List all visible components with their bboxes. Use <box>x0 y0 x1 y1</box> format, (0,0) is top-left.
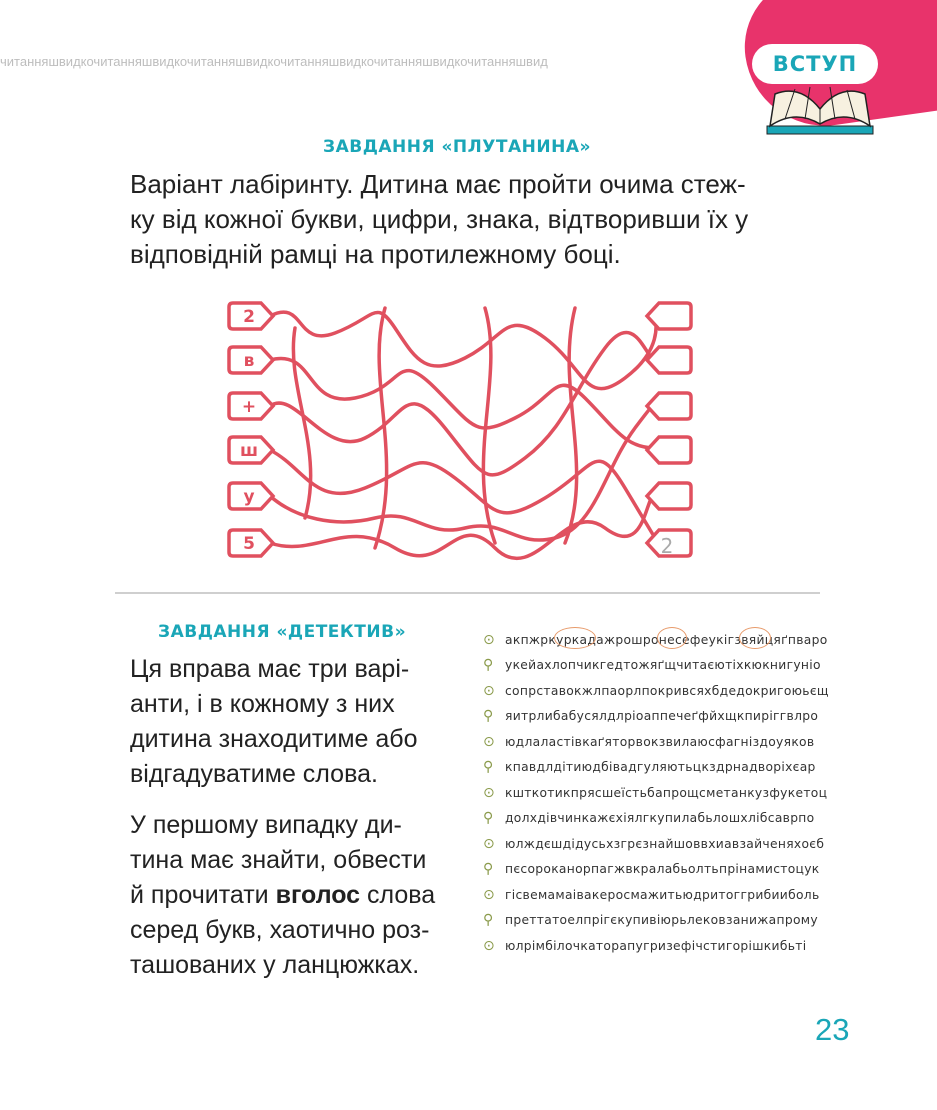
letter-row <box>483 653 829 679</box>
maze-label: 5 <box>243 534 255 554</box>
bold-word: вголос <box>275 881 361 909</box>
letter-row <box>483 755 829 781</box>
task1-description <box>130 167 748 272</box>
text-line: У першому випадку ди- <box>130 811 402 839</box>
text-line: дитина знаходитиме або <box>130 725 418 753</box>
text-line: відповідній рамці на протилежному боці. <box>130 239 621 269</box>
text-line: серед букв, хаотично роз- <box>130 916 430 944</box>
letter-row <box>483 627 829 653</box>
task2-title: ЗАВДАННЯ «ДЕТЕКТИВ» <box>158 622 407 642</box>
magnifier-icon: ⊙ <box>483 733 496 750</box>
text-span: й прочитати <box>130 881 276 909</box>
word-circle <box>554 627 596 649</box>
letter-chain: пєсороканорпагжвкралабьолтьпрінамистоцук <box>505 862 820 877</box>
maze-label: + <box>241 397 257 417</box>
letter-row <box>483 729 829 755</box>
maze <box>225 288 695 573</box>
letter-row <box>483 831 829 857</box>
magnifier-icon: ⊙ <box>483 682 496 699</box>
maze-label: ш <box>239 441 259 461</box>
letter-chain: кшткотикпрясшеїстьбапрощсметанкузфукетоц <box>505 785 828 800</box>
text-line: Варіант лабіринту. Дитина має пройти очима стеж- <box>130 169 746 199</box>
letter-chain: юлждєшдідусьхзгрєзнайшоввхиавзайченяхоєб <box>505 836 825 851</box>
magnifier-icon: ⊙ <box>483 886 496 903</box>
magnifier-icon: ⚲ <box>483 708 494 725</box>
magnifier-icon: ⊙ <box>483 631 496 648</box>
text-span: слова <box>360 881 436 909</box>
magnifier-icon: ⊙ <box>483 937 496 954</box>
task1-title: ЗАВДАННЯ «ПЛУТАНИНА» <box>323 137 591 157</box>
letter-row <box>483 704 829 730</box>
word-circle <box>739 627 771 649</box>
text-line: ку від кожної букви, цифри, знака, відтворивши їх у <box>130 204 749 234</box>
task2-description <box>130 652 435 983</box>
text-line: Ця вправа має три варі- <box>130 655 410 683</box>
letter-row <box>483 857 829 883</box>
magnifier-icon: ⚲ <box>483 657 494 674</box>
section-divider <box>115 592 820 594</box>
text-line: ташованих у ланцюжках. <box>130 951 420 979</box>
letter-chain: гісвемамаівакеросмажитьюдритоггрибииболь <box>505 887 820 902</box>
text-line: відгадуватиме слова. <box>130 760 378 788</box>
letter-chain: юлрімбілочкаторапугризефічстигорішкибьті <box>505 938 807 953</box>
letter-chain: укейахлопчикгедтожяґщчитаєютіхкюкнигуніо <box>505 658 821 673</box>
text-line: тина має знайти, обвести <box>130 846 427 874</box>
letter-chain: долхдівчинкажєхіялгкупилабьлошхлібсаврпо <box>505 811 815 826</box>
letter-chain: юдлаластівкаґяторвокзвилаюсфагніздоуяков <box>505 734 815 749</box>
letter-chain: сопрставокжлпаорлпокривсяхбдедокригоюьєщ <box>505 683 829 698</box>
letter-row <box>483 806 829 832</box>
letter-row <box>483 882 829 908</box>
letter-chain: яитрлибабусялдлріоаппечеґфйхщкпиріггвлро <box>505 709 819 724</box>
letter-chain: акпжркуркадажрошронесефеукігзвяйцяґпваро <box>505 632 828 647</box>
magnifier-icon: ⚲ <box>483 861 494 878</box>
word-circle <box>657 627 687 649</box>
letter-chain: кпавдлдітиюдбівадгуляютьцкздрнадворіхєар <box>505 760 816 775</box>
letter-row <box>483 933 829 959</box>
magnifier-icon: ⚲ <box>483 759 494 776</box>
maze-label: в <box>243 351 255 371</box>
maze-label: у <box>243 487 255 507</box>
open-book-icon <box>755 84 885 139</box>
magnifier-icon: ⊙ <box>483 835 496 852</box>
maze-answer: 2 <box>660 534 674 558</box>
magnifier-icon: ⚲ <box>483 912 494 929</box>
letter-row <box>483 908 829 934</box>
letter-row <box>483 780 829 806</box>
letter-row <box>483 678 829 704</box>
decorative-wavy-text: читанняшвидкочитанняшвидкочитанняшвидкочитанняшвидкочитанняшвидкочитанняшвид <box>0 54 548 69</box>
maze-label: 2 <box>243 307 255 327</box>
text-line <box>130 878 435 913</box>
page-number: 23 <box>815 1012 850 1047</box>
text-line: анти, і в кожному з них <box>130 690 395 718</box>
letter-chains <box>483 627 829 959</box>
letter-chain: преттатоелпрігєкупивіюрьлековзанижапрому <box>505 913 818 928</box>
magnifier-icon: ⚲ <box>483 810 494 827</box>
section-badge: ВСТУП <box>752 44 878 84</box>
magnifier-icon: ⊙ <box>483 784 496 801</box>
